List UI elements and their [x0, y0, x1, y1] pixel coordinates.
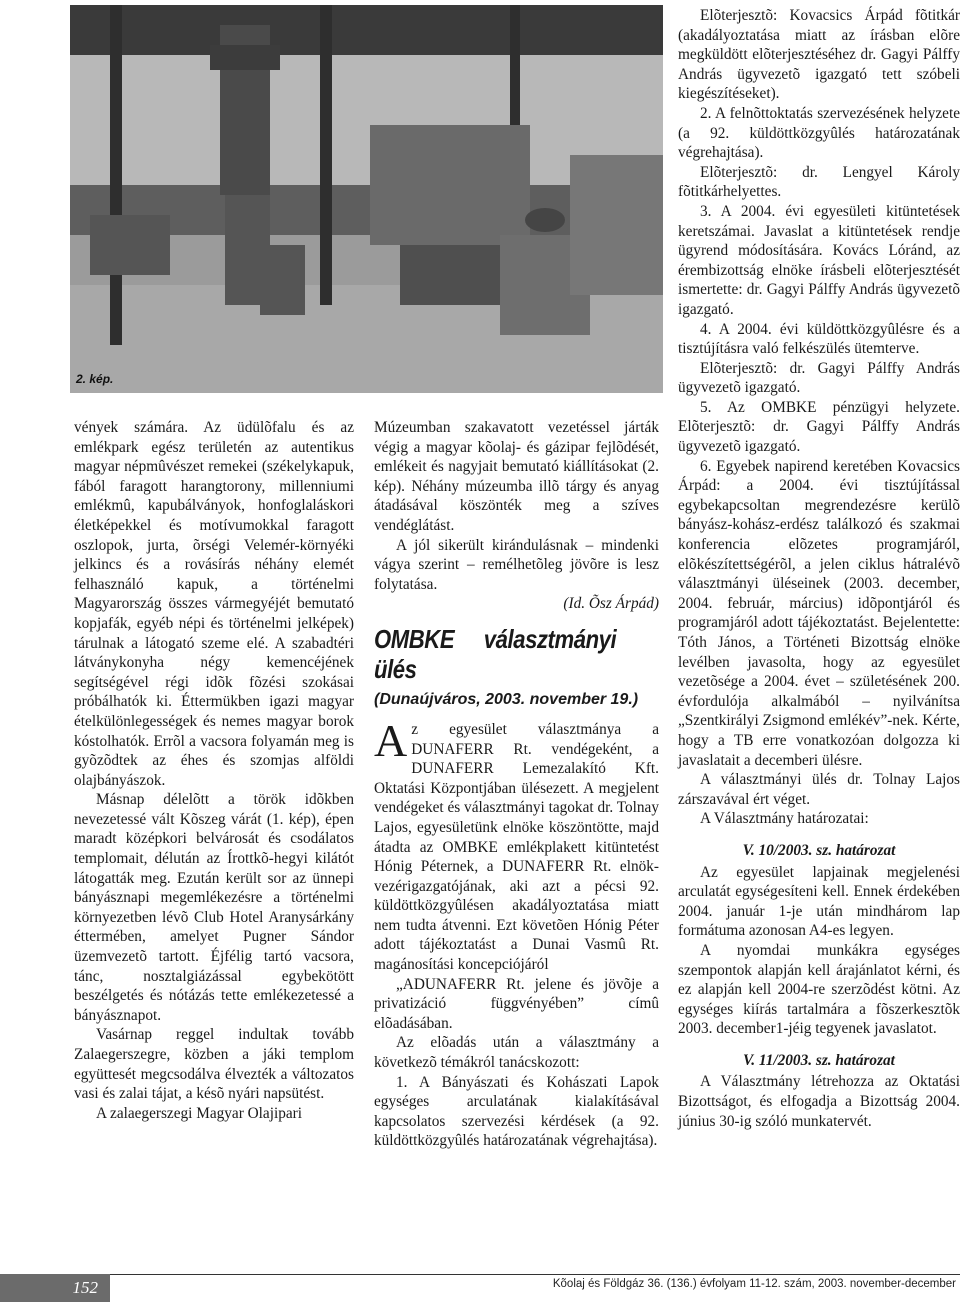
paragraph: Vasárnap reggel indultak tovább Zalaegerszegre, közben a jáki templom együttesét megcsodálva élvezték a változatos vasi és zalai tájat, a késõ nyári napsütést. — [74, 1026, 354, 1103]
paragraph: A választmányi ülés dr. Tolnay Lajos zárszavával ért véget. — [678, 771, 960, 808]
paragraph: 4. A 2004. évi küldöttközgyûlésre és a tisztújításra való felkészülés ütemterve. — [678, 320, 960, 358]
museum-photo — [70, 5, 663, 393]
paragraph: 2. A felnõttoktatás szervezésének helyzete (a 92. küldöttközgyûlés határozatának végrehajtása). — [678, 104, 960, 162]
column-right — [678, 6, 960, 1131]
column-middle — [374, 418, 659, 1151]
drop-cap: A — [374, 714, 408, 766]
paragraph: Elõterjesztõ: dr. Lengyel Károly fõtitkárhelyettes. — [678, 163, 960, 201]
journal-info: Kõolaj és Földgáz 36. (136.) évfolyam 11-12. szám, 2003. november-december — [552, 1278, 956, 1290]
paragraph: Az elõadás után a választmány a következõ témákról tanácskozott: — [374, 1034, 659, 1072]
footer-rule — [70, 1274, 960, 1275]
paragraph: A jól sikerült kirándulásnak – mindenki vágya szerint – remélhetõleg jövõre is lesz folytatása. — [374, 536, 659, 593]
paragraph: Elõterjesztõ: dr. Gagyi Pálffy András ügyvezetõ igazgató. — [678, 359, 960, 397]
paragraph: A nyomdai munkákra egységes szempontok alapján kell árajánlatot kérni, és ez alapján kell 2004-re szerzõdést kötni. Az egységes kiírás tartalmára a fõszerkesztõk 2003. december1-jéig tegyenek javaslatot. — [678, 941, 960, 1038]
article-subheading: (Dunaújváros, 2003. november 19.) — [374, 690, 639, 708]
paragraph: vények számára. Az üdülõfalu és az emlékpark egész területén az autentikus magyar népmûvészet remekei (székelykapuk, fából faragott harangtorony, millenniumi emlékmû, kapubálványok, honfoglaláskori életképekkel és motívumokkal faragott oszlopok, jurta, õrségi Velemér-környéki jelkincs és a rovásírás néhány elemét felhasználó kapuk, a történelmi Magyarország összes vármegyéjét bemutató kopjafák, egyéb népi és történelmi jelképek) tárulnak a látogató szeme elé. A szabadtéri látványkonyha négy kemencéjének segítségével régi idõk fõzési szokásai próbálhatók ki. Éttermükben igazi magyar ételkülönlegességek és nemes magyar borok kóstolhatók. Errõl a vacsora folyamán meg is gyõzõdtek az éhes és szomjas alföldi olajbányászok. — [74, 419, 354, 789]
paragraph: A Választmány határozatai: — [700, 810, 869, 828]
paragraph: A zalaegerszegi Magyar Olajipari — [96, 1104, 302, 1122]
paragraph: 6. Egyebek napirend keretében Kovacsics Árpád: a 2004. évi tisztújítással egybekapcsoltan megrendezésre kerülõ bányász-kohász-erdész találkozó és szakmai konferencia elõzetes programjáról, elõkészítettségérõl, a jelen ciklus hátralévõ választmányi üléseinek (2003. december, 2004. február, március) idõpontjáról és programjáról adott tájékoztatást. Bejelentette: Tóth János, a Történeti Bizottság elnöke levélben javasolta, hogy az egyesület vezetõsége a 2004. évet – születésének 200. évfordulója alkalmából – nyilvánítsa „Szentkirályi Zsigmond emlékév”-nek. Kérte, hogy a TB erre vonatkozóan dolgozza ki javaslatait a decemberi ülésre. — [678, 457, 960, 769]
resolution-title: V. 11/2003. sz. határozat — [743, 1051, 895, 1069]
resolution-title: V. 10/2003. sz. határozat — [742, 841, 896, 859]
museum-photo-drawing — [70, 5, 663, 393]
paragraph — [374, 714, 659, 975]
paragraph: 5. Az OMBKE pénzügyi helyzete. Elõterjesztõ: dr. Gagyi Pálffy András ügyvezetõ igazgató. — [678, 398, 960, 456]
paragraph-text: z egyesület választmánya a DUNAFERR Rt. vendégeként, a DUNAFERR Lemezalakító Kft. Oktatási Központjában ülésezett. A megjelent vendégeket és választmányi tagokat dr. Tolnay Lajos, egyesületünk elnöke köszöntötte, majd átadta az OMBKE emlékplakett kitüntetést Hónig Péternek, a DUNAFERR Rt. elnök-vezérigazgatójának, aki azt a pécsi 92. küldöttközgyûlésen akadályoztatása miatt nem tudta átvenni. Ezt követõen Hónig Péter adott tájékoztatást a Dunai Vasmû Rt. magánosítási koncepciójáról — [374, 720, 659, 974]
page-number: 152 — [0, 1274, 110, 1302]
paragraph: Elõterjesztõ: Kovacsics Árpád fõtitkár (akadályoztatása miatt az írásban elõre megküldött elõterjesztéséhez dr. Gagyi Pálffy András ügyvezetõ igazgató tett szóbeli kiegészítéseket). — [678, 7, 960, 103]
column-left — [74, 418, 354, 1123]
article-heading: OMBKE választmányi ülés — [374, 623, 617, 684]
paragraph: Az egyesület lapjainak megjelenési arculatát egységesíteni kell. Ennek érdekében 2004. január 1-je után mindhárom lap formátuma azonosan A4-es legyen. — [678, 863, 960, 940]
photo-caption: 2. kép. — [76, 372, 114, 386]
author-signature: (Id. Õsz Árpád) — [563, 595, 659, 613]
paragraph: Másnap délelõtt a török idõkben nevezetessé vált Kõszeg várát (1. kép), épen maradt középkori belvárosát és csodálatos templomait, délután az Írottkõ-hegyi kilátót látogatták meg. Ezután került sor az ünnepi bányásznapi megemlékezésre a történelmi környezetben lévõ Club Hotel Aranysárkány éttermében, amelyet Pugner Sándor üzemvezetõ tartott. Éjfélig tartó vacsora, tánc, nosztalgiázással egybekötött beszélgetés és nótázás tette emlékezetessé a bányásznapot. — [74, 791, 354, 1024]
paragraph: A Választmány létrehozza az Oktatási Bizottságot, és elfogadja a Bizottság 2004. június 30-ig szóló munkatervét. — [678, 1073, 960, 1130]
paragraph: „ADUNAFERR Rt. jelene és jövõje a privatizáció függvényében” címû elõadásában. — [374, 975, 659, 1032]
paragraph: 1. A Bányászati és Kohászati Lapok egységes arculatának kialakításával kapcsolatos szervezési kérdések (a 92. küldöttközgyûlés határozatának végrehajtása). — [374, 1073, 659, 1150]
paragraph: 3. A 2004. évi egyesületi kitüntetések keretszámai. Javaslat a kitüntetések rendje ügyrend módosítására. Kovács Lóránd, az érembizottság elnöke írásbeli elõterjesztését ismertette: dr. Gagyi Pálffy András ügyvezetõ igazgató. — [678, 202, 960, 318]
paragraph: Múzeumban szakavatott vezetéssel járták végig a magyar kõolaj- és gázipar fejlõdését, emlékeit és nagyjait bemutató kiállításokat (2. kép). Néhány múzeumba illõ tárgy és anyag átadásával köszönték meg a szíves vendéglátást. — [374, 419, 659, 534]
